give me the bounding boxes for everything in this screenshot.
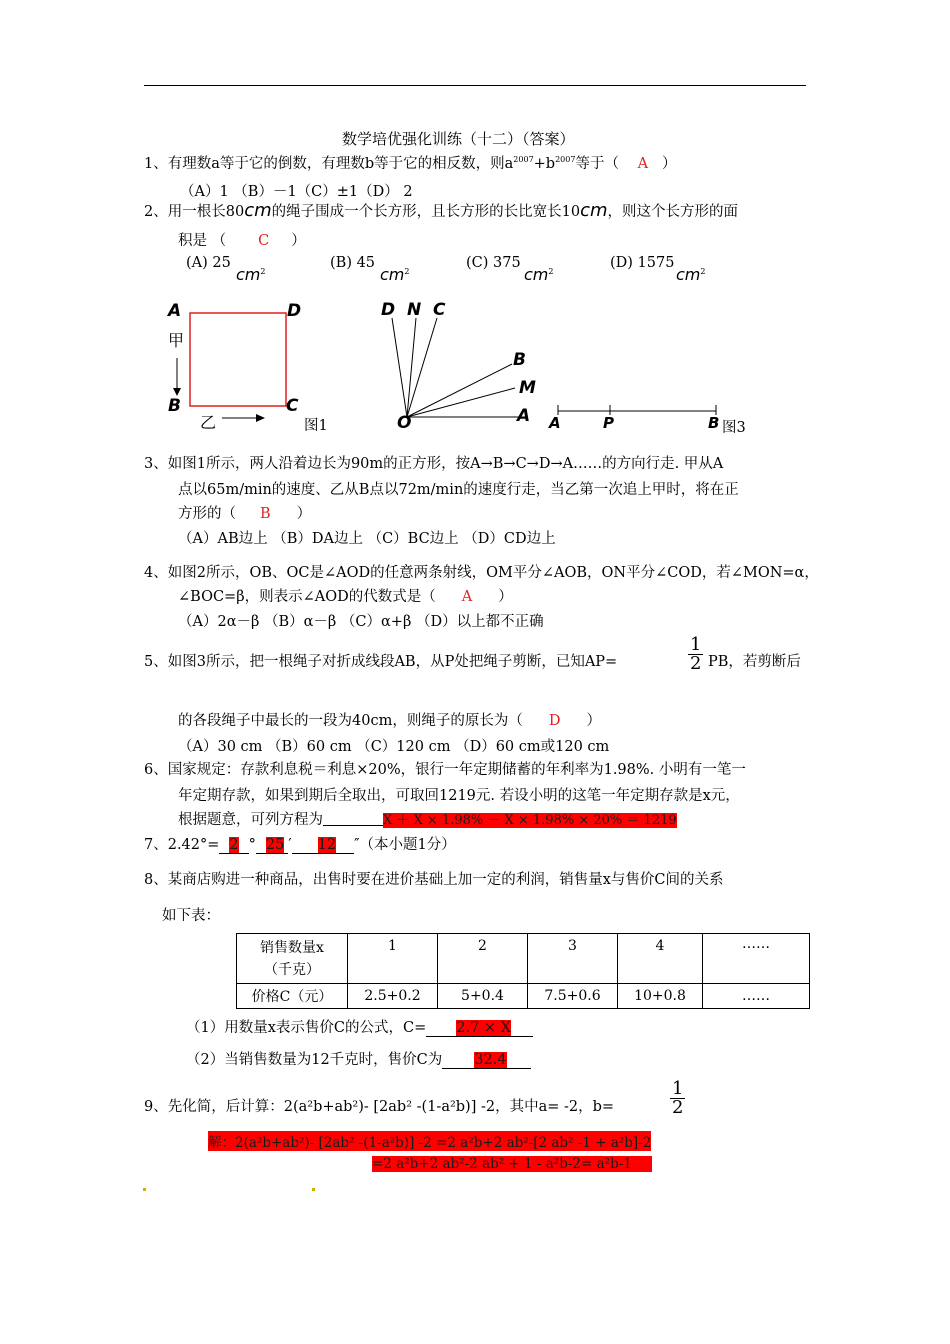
- top-rule: [144, 85, 806, 86]
- q9-fraction: $\frac{1}{2}$: [672, 1078, 684, 1118]
- table-cell: 7.5+0.6: [528, 984, 618, 1009]
- q1-stem: 1、有理数a等于它的倒数，有理数b等于它的相反数，则$a^{2007}+b^{2007}$等于（ A ）: [144, 155, 677, 172]
- fig1-label-jia: 甲: [168, 331, 185, 350]
- table-cell: ……: [703, 934, 810, 984]
- q5-answer: D: [548, 713, 561, 729]
- q1-options: （A）1 （B）－1（C）±1（D） 2: [180, 184, 413, 200]
- fig1-label-B: B: [168, 396, 181, 416]
- q8-sub1-answer: 2.7 × X: [456, 1020, 512, 1036]
- table-cell: 4: [618, 934, 703, 984]
- q3-answer: B: [260, 506, 271, 522]
- table-cell: 5+0.4: [438, 984, 528, 1009]
- figure-2: [375, 296, 550, 436]
- q3-line2: 点以65m/min的速度、乙从B点以72m/min的速度行走，当乙第一次追上甲时，将在正: [178, 482, 739, 498]
- q9-solution-line2: =2 a²b+2 ab²-2 ab² + 1 - a²b-2= a²b-1: [372, 1156, 652, 1172]
- q8-sub2-answer: 32.4: [474, 1052, 507, 1068]
- q8-line2: 如下表：: [162, 908, 220, 924]
- q9-line1: 9、先化简，后计算：2(a²b+ab²)- [2ab² -(1-a²b)] -2，其中a= -2，b=: [144, 1099, 615, 1115]
- stray-mark: [312, 1188, 315, 1191]
- q8-table: [236, 933, 810, 1009]
- q7-answer-second: 12: [317, 837, 337, 853]
- fig3-label-B: B: [708, 414, 720, 432]
- figure-3: [545, 396, 755, 436]
- stray-mark: [143, 1188, 146, 1191]
- q9-solution-line1: 解：2(a²b+ab²)- [2ab² -(1-a²b)] -2 =2 a²b+2 ab²-[2 ab² -1 + a²b]-2: [208, 1131, 651, 1151]
- q5-line2: 的各段绳子中最长的一段为40cm，则绳子的原长为（ D ）: [178, 713, 601, 729]
- fig1-label-C: C: [286, 396, 299, 416]
- q2-line2: 积是 （ C ）: [178, 233, 306, 249]
- q5-fraction: $\frac{1}{2}$: [690, 634, 702, 674]
- fig1-label-D: D: [287, 301, 302, 321]
- q2-option-c-unit: $cm^2$: [524, 265, 554, 284]
- table-cell: ……: [703, 984, 810, 1009]
- fig2-label-O: O: [397, 413, 412, 433]
- q2-option-b: (B) 45: [330, 255, 376, 271]
- fig2-label-N: N: [407, 300, 422, 320]
- table-cell: 1: [348, 934, 438, 984]
- q6-line3: 根据题意，可列方程为 X ＋ X × 1.98% － X × 1.98% × 20% ＝ 1219: [178, 812, 677, 828]
- fig3-label-P: P: [603, 414, 614, 432]
- fig2-label-A: A: [517, 406, 531, 426]
- q5-options: （A）30 cm （B）60 cm （C）120 cm （D）60 cm或120 cm: [178, 739, 610, 755]
- q2-option-b-unit: $cm^2$: [380, 265, 410, 284]
- fig3-caption: 图3: [722, 420, 746, 436]
- fig2-label-D: D: [381, 300, 396, 320]
- q5-line1: 5、如图3所示，把一根绳子对折成线段AB，从P处把绳子剪断，已知AP=: [144, 654, 618, 670]
- table-cell: 10+0.8: [618, 984, 703, 1009]
- q3-line3: 方形的（ B ）: [178, 506, 312, 522]
- fig2-label-C: C: [433, 300, 446, 320]
- fig3-label-A: A: [549, 414, 561, 432]
- q1-answer: A: [637, 156, 649, 172]
- q2-option-a-unit: $cm^2$: [236, 265, 266, 284]
- fig2-label-B: B: [513, 350, 526, 370]
- q4-line1: 4、如图2所示，OB、OC是∠AOD的任意两条射线，OM平分∠AOB，ON平分∠COD，若∠MON=α，: [144, 565, 819, 581]
- page-title: 数学培优强化训练（十二）（答案）: [342, 130, 575, 148]
- table-row: [237, 934, 810, 984]
- q2-line1: 2、用一根长80cm的绳子围成一个长方形，且长方形的长比宽长10cm，则这个长方形的面: [144, 200, 739, 221]
- table-header-price: 价格C（元）: [237, 984, 348, 1009]
- q8-line1: 8、某商店购进一种商品，出售时要在进价基础上加一定的利润，销售量x与售价C间的关系: [144, 872, 724, 888]
- q4-options: （A）2α－β （B）α－β （C）α+β （D）以上都不正确: [178, 614, 544, 630]
- q3-line1: 3、如图1所示，两人沿着边长为90m的正方形，按A→B→C→D→A……的方向行走. 甲从A: [144, 456, 724, 472]
- q5-line1-tail: PB，若剪断后: [708, 654, 801, 670]
- q4-line2: ∠BOC=β，则表示∠AOD的代数式是（ A ）: [178, 589, 513, 605]
- q6-line2: 年定期存款，如果到期后全取出，可取回1219元. 若设小明的这笔一年定期存款是x元，: [178, 788, 740, 804]
- q3-options: （A）AB边上 （B）DA边上 （C）BC边上 （D）CD边上: [178, 531, 556, 547]
- q2-answer: C: [258, 233, 270, 249]
- q4-answer: A: [461, 589, 473, 605]
- q6-answer: X ＋ X × 1.98% － X × 1.98% × 20% ＝ 1219: [383, 813, 677, 828]
- q8-sub1: （1）用数量x表示售价C的公式，C= 2.7 × X: [186, 1016, 533, 1037]
- q7-answer-degree: 2: [229, 837, 239, 853]
- table-cell: 2: [438, 934, 528, 984]
- table-cell: 3: [528, 934, 618, 984]
- table-header-quantity: 销售数量x （千克）: [237, 934, 348, 984]
- figure-1: [164, 296, 334, 436]
- q8-sub2: （2）当销售数量为12千克时，售价C为 32.4: [186, 1048, 531, 1069]
- q2-option-c: (C) 375: [466, 255, 521, 271]
- fig2-label-M: M: [519, 378, 536, 398]
- table-cell: 2.5+0.2: [348, 984, 438, 1009]
- table-row: [237, 984, 810, 1009]
- fig1-caption: 图1: [304, 418, 328, 434]
- fig1-label-yi: 乙: [200, 413, 217, 432]
- q2-option-a: (A) 25: [186, 255, 231, 271]
- q2-option-d-unit: $cm^2$: [676, 265, 706, 284]
- q6-line1: 6、国家规定：存款利息税＝利息×20%，银行一年定期储蓄的年利率为1.98%. 小明有一笔一: [144, 762, 746, 778]
- fig1-label-A: A: [168, 301, 182, 321]
- q7-line: 7、2.42°= 2 ° 25 ′ 12 ″（本小题1分）: [144, 837, 456, 853]
- q7-answer-minute: 25: [265, 837, 285, 853]
- q2-option-d: (D) 1575: [610, 255, 675, 271]
